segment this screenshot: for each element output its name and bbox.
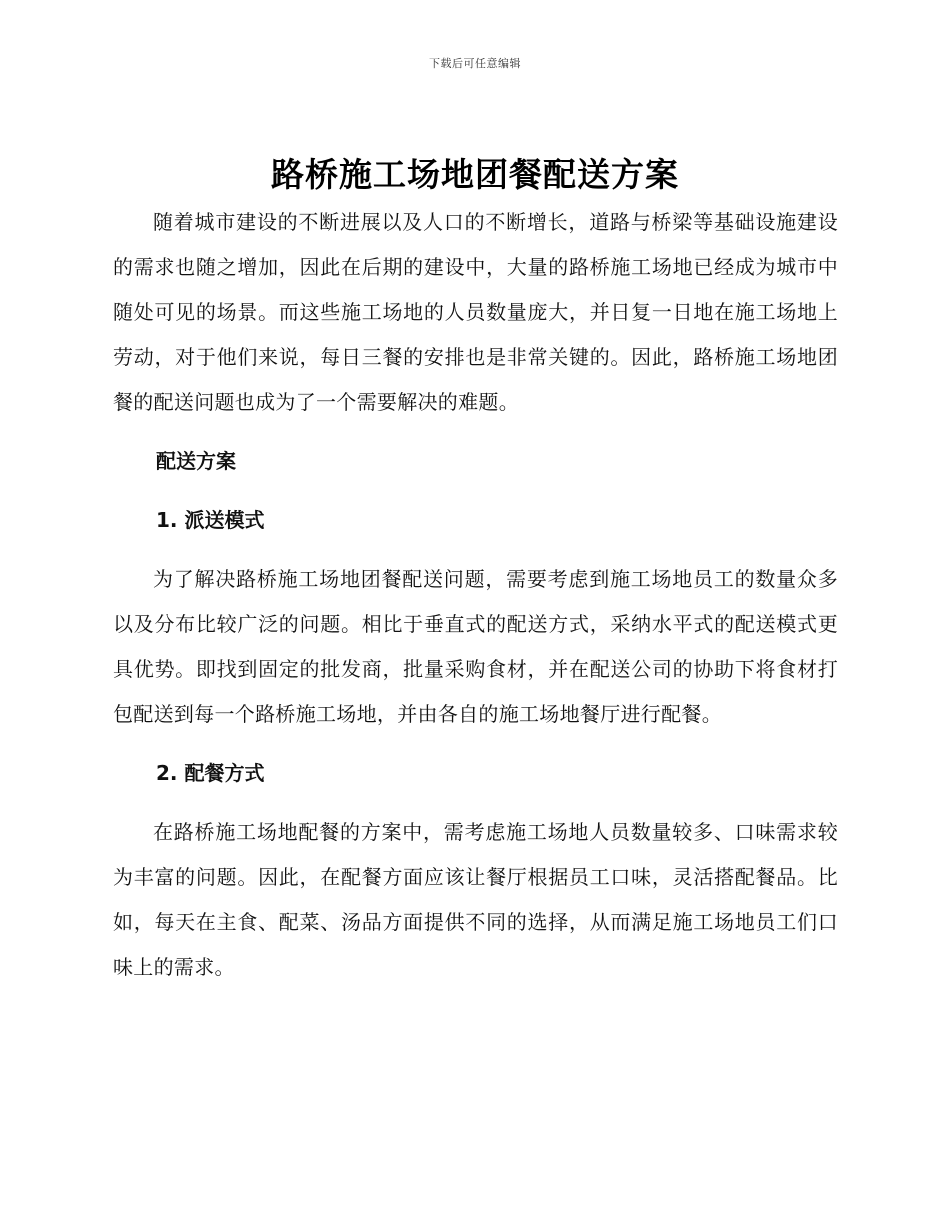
subsection-body-1: 为了解决路桥施工场地团餐配送问题，需要考虑到施工场地员工的数量众多以及分布比较广泛的问题。相比于垂直式的配送方式，采纳水平式的配送模式更具优势。即找到固定的批发商，批量采购食材，并在配送公司的协助下将食材打包配送到每一个路桥施工场地，并由各自的施工场地餐厅进行配餐。 (113, 567, 838, 726)
section-heading: 配送方案 (156, 449, 236, 473)
document-body (113, 200, 838, 990)
subsection-body-2: 在路桥施工场地配餐的方案中，需考虑施工场地人员数量较多、口味需求较为丰富的问题。因此，在配餐方面应该让餐厅根据员工口味，灵活搭配餐品。比如，每天在主食、配菜、汤品方面提供不同的选择，从而满足施工场地员工们口味上的需求。 (113, 820, 838, 979)
document-title: 路桥施工场地团餐配送方案 (271, 155, 679, 194)
header-note: 下载后可任意编辑 (429, 57, 521, 70)
subsection-heading-1: 1. 派送模式 (156, 508, 265, 532)
intro-paragraph: 随着城市建设的不断进展以及人口的不断增长，道路与桥梁等基础设施建设的需求也随之增加，因此在后期的建设中，大量的路桥施工场地已经成为城市中随处可见的场景。而这些施工场地的人员数量庞大，并日复一日地在施工场地上劳动，对于他们来说，每日三餐的安排也是非常关键的。因此，路桥施工场地团餐的配送问题也成为了一个需要解决的难题。 (113, 210, 838, 414)
subsection-heading-2: 2. 配餐方式 (156, 761, 265, 785)
